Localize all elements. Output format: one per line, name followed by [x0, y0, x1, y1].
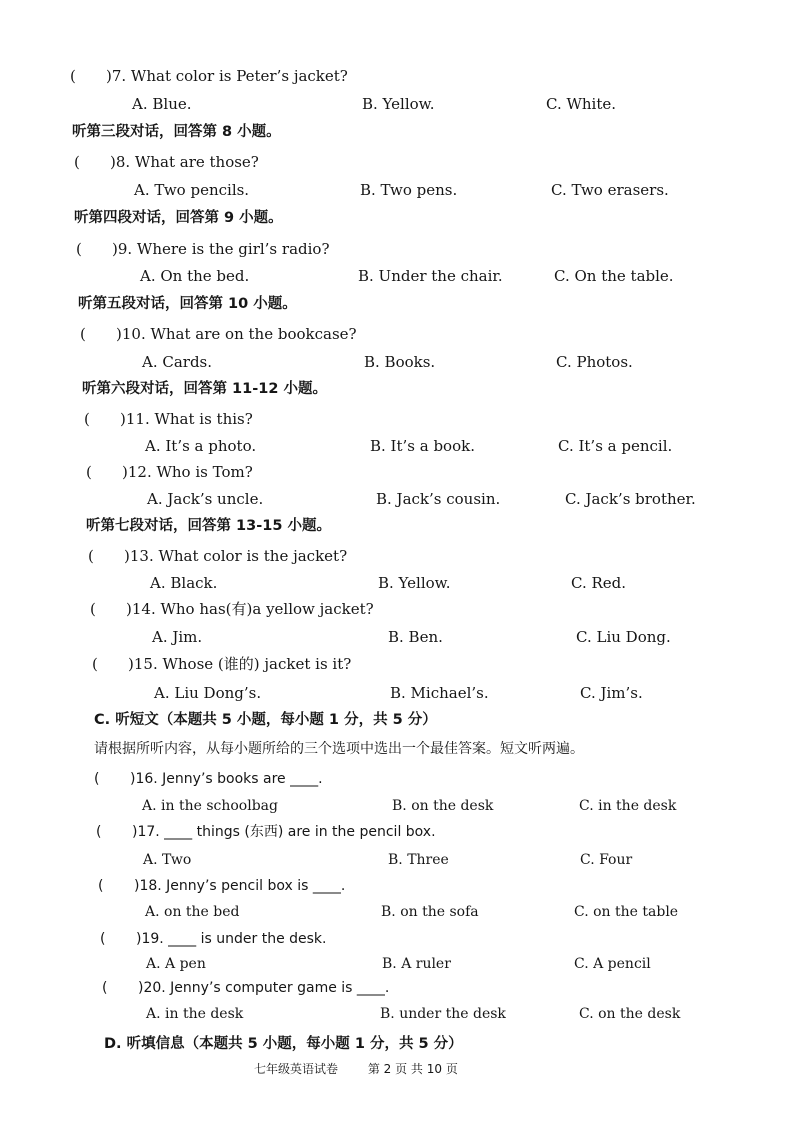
- option-18b: B. on the sofa: [381, 904, 479, 920]
- answer-paren[interactable]: (: [90, 600, 96, 618]
- question-7: [70, 66, 348, 86]
- answer-paren[interactable]: (: [74, 153, 80, 171]
- option-7a: A. Blue.: [132, 95, 192, 113]
- option-7b: B. Yellow.: [362, 95, 435, 113]
- answer-paren[interactable]: (: [94, 771, 100, 787]
- option-17b: B. Three: [388, 852, 449, 868]
- option-18c: C. on the table: [574, 904, 679, 920]
- section-heading-4: 听第四段对话，回答第 9 小题。: [74, 210, 283, 226]
- question-15: [92, 654, 351, 674]
- question-text: )18. Jenny’s pencil box is ____.: [134, 878, 346, 894]
- option-10a: A. Cards.: [142, 353, 213, 371]
- page-footer: [254, 1060, 458, 1077]
- option-9c: C. On the table.: [554, 267, 674, 285]
- option-9a: A. On the bed.: [140, 267, 250, 285]
- option-11b: B. It’s a book.: [370, 437, 475, 455]
- option-9b: B. Under the chair.: [358, 267, 503, 285]
- option-16a: A. in the schoolbag: [142, 798, 278, 814]
- question-11: [84, 409, 253, 429]
- footer-title: 七年级英语试卷: [254, 1062, 339, 1076]
- option-16b: B. on the desk: [392, 798, 494, 814]
- question-text: )9. Where is the girl’s radio?: [112, 240, 330, 258]
- question-14: [90, 599, 374, 619]
- answer-paren[interactable]: (: [76, 240, 82, 258]
- question-8: [74, 152, 259, 172]
- answer-paren[interactable]: (: [70, 67, 76, 85]
- question-17: [96, 822, 436, 842]
- question-16: [94, 769, 323, 789]
- option-13c: C. Red.: [571, 574, 627, 592]
- option-15a: A. Liu Dong’s.: [154, 684, 262, 702]
- question-13: [88, 546, 347, 566]
- option-12c: C. Jack’s brother.: [565, 490, 696, 508]
- answer-paren[interactable]: (: [96, 824, 102, 840]
- answer-paren[interactable]: (: [86, 463, 92, 481]
- question-text: )15. Whose (谁的) jacket is it?: [128, 655, 352, 673]
- option-11c: C. It’s a pencil.: [558, 437, 673, 455]
- question-text: )12. Who is Tom?: [122, 463, 253, 481]
- option-8b: B. Two pens.: [360, 181, 458, 199]
- question-text: )13. What color is the jacket?: [124, 547, 348, 565]
- option-12b: B. Jack’s cousin.: [376, 490, 501, 508]
- option-15b: B. Michael’s.: [390, 684, 489, 702]
- answer-paren[interactable]: (: [80, 325, 86, 343]
- part-c-instructions: 请根据所听内容，从每小题所给的三个选项中选出一个最佳答案。短文听两遍。: [94, 741, 584, 757]
- question-text: )20. Jenny’s computer game is ____.: [138, 980, 390, 996]
- option-19a: A. A pen: [146, 956, 206, 972]
- part-d-heading: D. 听填信息（本题共 5 小题，每小题 1 分，共 5 分）: [104, 1036, 463, 1052]
- question-text: )8. What are those?: [110, 153, 259, 171]
- option-7c: C. White.: [546, 95, 617, 113]
- section-heading-6: 听第六段对话，回答第 11-12 小题。: [82, 381, 327, 397]
- option-19c: C. A pencil: [574, 956, 651, 972]
- option-8a: A. Two pencils.: [134, 181, 250, 199]
- question-text: )19. ____ is under the desk.: [136, 931, 327, 947]
- option-20c: C. on the desk: [579, 1006, 681, 1022]
- answer-paren[interactable]: (: [100, 931, 106, 947]
- option-10b: B. Books.: [364, 353, 436, 371]
- option-14c: C. Liu Dong.: [576, 628, 671, 646]
- option-14a: A. Jim.: [152, 628, 203, 646]
- option-17c: C. Four: [580, 852, 633, 868]
- question-text: )17. ____ things (东西) are in the pencil box.: [132, 824, 436, 840]
- question-20: [102, 978, 389, 998]
- question-19: [100, 929, 327, 949]
- option-13a: A. Black.: [150, 574, 218, 592]
- option-16c: C. in the desk: [579, 798, 677, 814]
- part-c-heading: C. 听短文（本题共 5 小题，每小题 1 分，共 5 分）: [94, 712, 437, 728]
- option-12a: A. Jack’s uncle.: [147, 490, 264, 508]
- option-20a: A. in the desk: [146, 1006, 244, 1022]
- option-18a: A. on the bed: [145, 904, 240, 920]
- question-10: [80, 324, 357, 344]
- question-18: [98, 876, 345, 896]
- question-text: )7. What color is Peter’s jacket?: [106, 67, 348, 85]
- answer-paren[interactable]: (: [92, 655, 98, 673]
- option-17a: A. Two: [143, 852, 192, 868]
- answer-paren[interactable]: (: [102, 980, 108, 996]
- option-20b: B. under the desk: [380, 1006, 506, 1022]
- option-14b: B. Ben.: [388, 628, 443, 646]
- question-text: )11. What is this?: [120, 410, 253, 428]
- answer-paren[interactable]: (: [98, 878, 104, 894]
- option-10c: C. Photos.: [556, 353, 633, 371]
- question-text: )16. Jenny’s books are ____.: [130, 771, 323, 787]
- option-13b: B. Yellow.: [378, 574, 451, 592]
- section-heading-7: 听第七段对话，回答第 13-15 小题。: [86, 518, 331, 534]
- option-15c: C. Jim’s.: [580, 684, 643, 702]
- question-12: [86, 462, 253, 482]
- section-heading-3: 听第三段对话，回答第 8 小题。: [72, 124, 281, 140]
- option-11a: A. It’s a photo.: [145, 437, 257, 455]
- option-19b: B. A ruler: [382, 956, 451, 972]
- section-heading-5: 听第五段对话，回答第 10 小题。: [78, 296, 297, 312]
- question-9: [76, 239, 330, 259]
- answer-paren[interactable]: (: [84, 410, 90, 428]
- question-text: )14. Who has(有)a yellow jacket?: [126, 600, 374, 618]
- answer-paren[interactable]: (: [88, 547, 94, 565]
- option-8c: C. Two erasers.: [551, 181, 669, 199]
- footer-page-number: 第 2 页 共 10 页: [367, 1062, 458, 1076]
- question-text: )10. What are on the bookcase?: [116, 325, 357, 343]
